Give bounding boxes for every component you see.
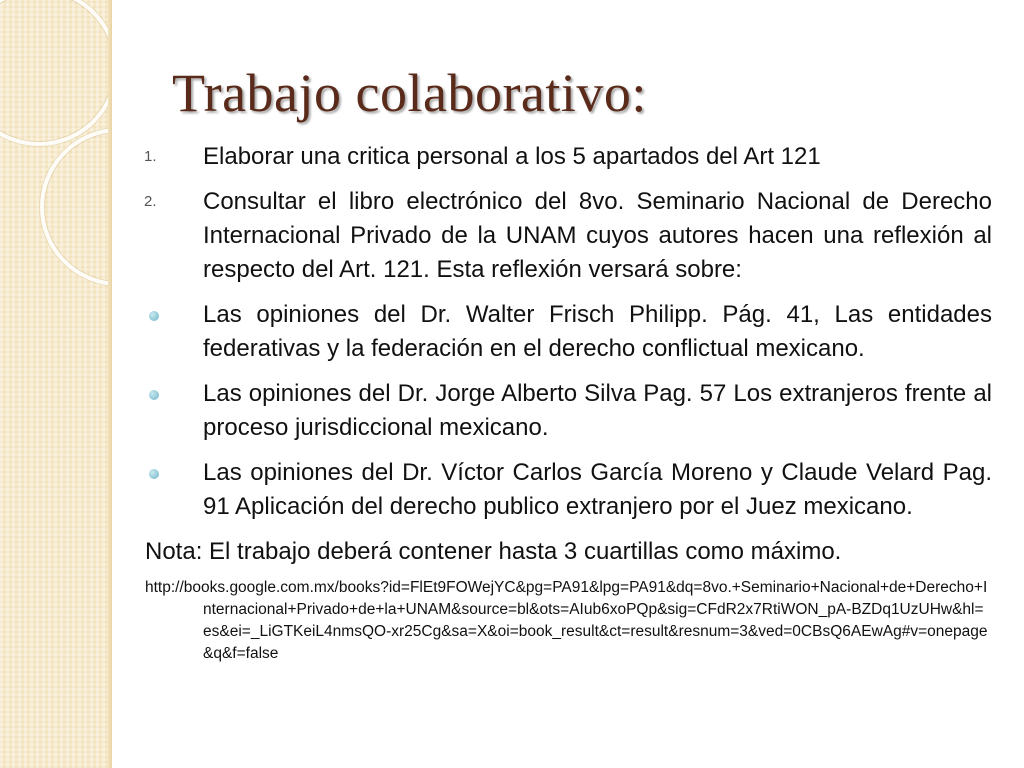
decorative-ring xyxy=(40,128,112,286)
item-text: Las opiniones del Dr. Jorge Alberto Silva Pag. 57 Los extranjeros frente al proceso jurisdiccional mexicano. xyxy=(203,380,992,441)
item-text: Las opiniones del Dr. Víctor Carlos García Moreno y Claude Velard Pag. 91 Aplicación del derecho publico extranjero por el Juez mexicano. xyxy=(203,459,992,520)
item-text: Elaborar una critica personal a los 5 apartados del Art 121 xyxy=(203,143,821,170)
bullet-icon xyxy=(149,311,159,321)
reference-link[interactable]: http://books.google.com.mx/books?id=FlEt9FOWejYC&pg=PA91&lpg=PA91&dq=8vo.+Seminario+Nacional+de+Derecho+Internacional+Privado+de+la+UNAM&source=bl&ots=AIub6xoPQp&sig=CFdR2x7RtiWON_pA-BZDq1UzUHw&hl=es&ei=_LiGTKeiL4nmsQO-xr25Cg&sa=X&oi=book_result&ct=result&resnum=3&ved=0CBsQ6AEwAg#v=onepage&q&f=false xyxy=(145,579,988,662)
decorative-side-band xyxy=(0,0,112,768)
bullet-item xyxy=(140,377,992,445)
bullet-icon xyxy=(149,390,159,400)
bullet-item xyxy=(140,456,992,524)
item-text: Consultar el libro electrónico del 8vo. Seminario Nacional de Derecho Internacional Privado de la UNAM cuyos autores hacen una reflexión al respecto del Art. 121. Esta reflexión versará sobre: xyxy=(203,188,992,283)
slide-content xyxy=(140,140,992,665)
bullet-item xyxy=(140,298,992,366)
bullet-icon xyxy=(149,469,159,479)
slide-title: Trabajo colaborativo: xyxy=(172,63,647,123)
item-number: 1. xyxy=(144,148,157,165)
item-number: 2. xyxy=(144,193,157,210)
numbered-item xyxy=(140,140,992,174)
note-text: Nota: El trabajo deberá contener hasta 3 cuartillas como máximo. xyxy=(145,538,842,565)
decorative-ring xyxy=(0,0,112,146)
item-text: Las opiniones del Dr. Walter Frisch Philipp. Pág. 41, Las entidades federativas y la federación en el derecho conflictual mexicano. xyxy=(203,301,992,362)
numbered-item xyxy=(140,185,992,287)
